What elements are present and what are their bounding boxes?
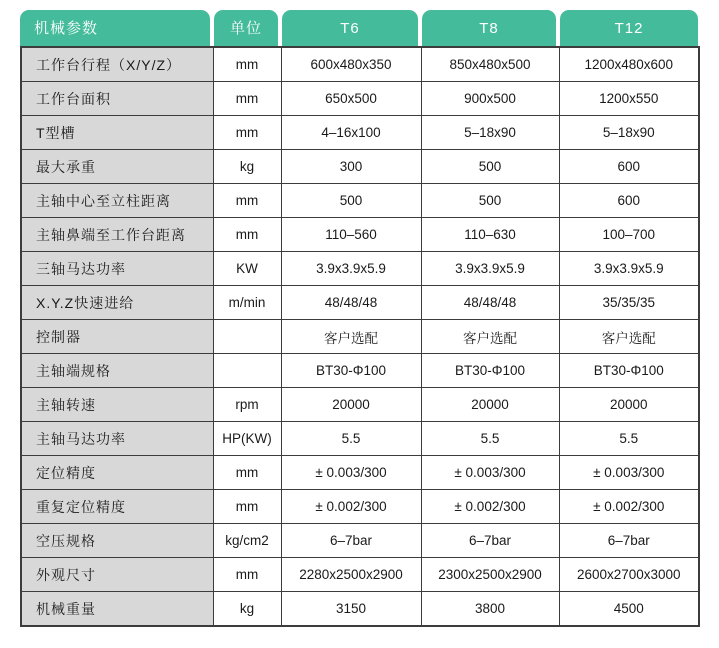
value-cell-t12: ± 0.003/300 — [559, 456, 699, 490]
param-cell: X.Y.Z快速进给 — [21, 286, 213, 320]
value-cell-t12: 3.9x3.9x5.9 — [559, 252, 699, 286]
value-cell-t12: 100–700 — [559, 218, 699, 252]
value-cell-t8: BT30-Φ100 — [421, 354, 559, 388]
table-row — [21, 354, 699, 388]
param-cell: 主轴端规格 — [21, 354, 213, 388]
value-cell-t12: 35/35/35 — [559, 286, 699, 320]
table-row — [21, 524, 699, 558]
value-cell-t8: 850x480x500 — [421, 47, 559, 82]
value-cell-t8: 500 — [421, 184, 559, 218]
value-cell-t12: 1200x550 — [559, 82, 699, 116]
header-col-unit — [212, 10, 280, 46]
value-cell-t6: 300 — [281, 150, 421, 184]
unit-cell: mm — [213, 490, 281, 524]
value-cell-t6: 客户选配 — [281, 320, 421, 354]
header-col-t8 — [420, 10, 558, 46]
value-cell-t12: 4500 — [559, 592, 699, 627]
value-cell-t12: 5.5 — [559, 422, 699, 456]
value-cell-t8: ± 0.002/300 — [421, 490, 559, 524]
unit-cell: kg/cm2 — [213, 524, 281, 558]
param-cell: 工作台行程（X/Y/Z） — [21, 47, 213, 82]
header-cell-unit: 单位 — [214, 10, 278, 46]
param-cell: 外观尺寸 — [21, 558, 213, 592]
unit-cell — [213, 320, 281, 354]
unit-cell: HP(KW) — [213, 422, 281, 456]
value-cell-t6: BT30-Φ100 — [281, 354, 421, 388]
table-row — [21, 150, 699, 184]
value-cell-t8: 500 — [421, 150, 559, 184]
value-cell-t6: 650x500 — [281, 82, 421, 116]
table-row — [21, 252, 699, 286]
table-row — [21, 286, 699, 320]
header-cell-t12: T12 — [560, 10, 698, 46]
value-cell-t8: 3800 — [421, 592, 559, 627]
value-cell-t12: 600 — [559, 184, 699, 218]
value-cell-t8: 110–630 — [421, 218, 559, 252]
param-cell: 工作台面积 — [21, 82, 213, 116]
value-cell-t6: 3150 — [281, 592, 421, 627]
value-cell-t8: 900x500 — [421, 82, 559, 116]
value-cell-t12: 5–18x90 — [559, 116, 699, 150]
value-cell-t6: 6–7bar — [281, 524, 421, 558]
param-cell: 主轴转速 — [21, 388, 213, 422]
table-row — [21, 320, 699, 354]
value-cell-t6: 3.9x3.9x5.9 — [281, 252, 421, 286]
param-cell: T型槽 — [21, 116, 213, 150]
unit-cell — [213, 354, 281, 388]
header-cell-param: 机械参数 — [20, 10, 210, 46]
header-col-t6 — [280, 10, 420, 46]
value-cell-t6: 2280x2500x2900 — [281, 558, 421, 592]
header-cell-t8: T8 — [422, 10, 556, 46]
table-row — [21, 218, 699, 252]
value-cell-t12: BT30-Φ100 — [559, 354, 699, 388]
value-cell-t6: ± 0.003/300 — [281, 456, 421, 490]
header-col-t12 — [558, 10, 698, 46]
table-header-row — [20, 10, 698, 46]
spec-table-body — [21, 47, 699, 626]
unit-cell: mm — [213, 184, 281, 218]
param-cell: 机械重量 — [21, 592, 213, 627]
value-cell-t6: 4–16x100 — [281, 116, 421, 150]
param-cell: 主轴中心至立柱距离 — [21, 184, 213, 218]
param-cell: 最大承重 — [21, 150, 213, 184]
value-cell-t12: 客户选配 — [559, 320, 699, 354]
value-cell-t8: 客户选配 — [421, 320, 559, 354]
unit-cell: rpm — [213, 388, 281, 422]
value-cell-t8: 5.5 — [421, 422, 559, 456]
unit-cell: mm — [213, 82, 281, 116]
value-cell-t12: 2600x2700x3000 — [559, 558, 699, 592]
header-cell-t6: T6 — [282, 10, 418, 46]
unit-cell: m/min — [213, 286, 281, 320]
param-cell: 三轴马达功率 — [21, 252, 213, 286]
param-cell: 主轴马达功率 — [21, 422, 213, 456]
unit-cell: mm — [213, 47, 281, 82]
table-row — [21, 184, 699, 218]
value-cell-t6: ± 0.002/300 — [281, 490, 421, 524]
unit-cell: mm — [213, 218, 281, 252]
value-cell-t8: 2300x2500x2900 — [421, 558, 559, 592]
value-cell-t12: 20000 — [559, 388, 699, 422]
table-row — [21, 592, 699, 627]
unit-cell: mm — [213, 558, 281, 592]
param-cell: 控制器 — [21, 320, 213, 354]
table-row — [21, 388, 699, 422]
value-cell-t6: 110–560 — [281, 218, 421, 252]
table-row — [21, 422, 699, 456]
value-cell-t12: ± 0.002/300 — [559, 490, 699, 524]
value-cell-t8: ± 0.003/300 — [421, 456, 559, 490]
unit-cell: mm — [213, 456, 281, 490]
value-cell-t8: 6–7bar — [421, 524, 559, 558]
value-cell-t6: 48/48/48 — [281, 286, 421, 320]
value-cell-t6: 5.5 — [281, 422, 421, 456]
table-row — [21, 82, 699, 116]
unit-cell: KW — [213, 252, 281, 286]
value-cell-t12: 1200x480x600 — [559, 47, 699, 82]
value-cell-t12: 600 — [559, 150, 699, 184]
param-cell: 主轴鼻端至工作台距离 — [21, 218, 213, 252]
param-cell: 定位精度 — [21, 456, 213, 490]
table-row — [21, 456, 699, 490]
header-col-param — [20, 10, 212, 46]
table-row — [21, 558, 699, 592]
table-row — [21, 490, 699, 524]
value-cell-t8: 5–18x90 — [421, 116, 559, 150]
param-cell: 重复定位精度 — [21, 490, 213, 524]
value-cell-t8: 3.9x3.9x5.9 — [421, 252, 559, 286]
value-cell-t8: 20000 — [421, 388, 559, 422]
unit-cell: mm — [213, 116, 281, 150]
table-row — [21, 116, 699, 150]
value-cell-t6: 600x480x350 — [281, 47, 421, 82]
param-cell: 空压规格 — [21, 524, 213, 558]
spec-table-body-table — [20, 46, 700, 627]
value-cell-t6: 500 — [281, 184, 421, 218]
unit-cell: kg — [213, 150, 281, 184]
value-cell-t12: 6–7bar — [559, 524, 699, 558]
unit-cell: kg — [213, 592, 281, 627]
value-cell-t6: 20000 — [281, 388, 421, 422]
value-cell-t8: 48/48/48 — [421, 286, 559, 320]
table-row — [21, 47, 699, 82]
machine-spec-table — [20, 10, 698, 627]
